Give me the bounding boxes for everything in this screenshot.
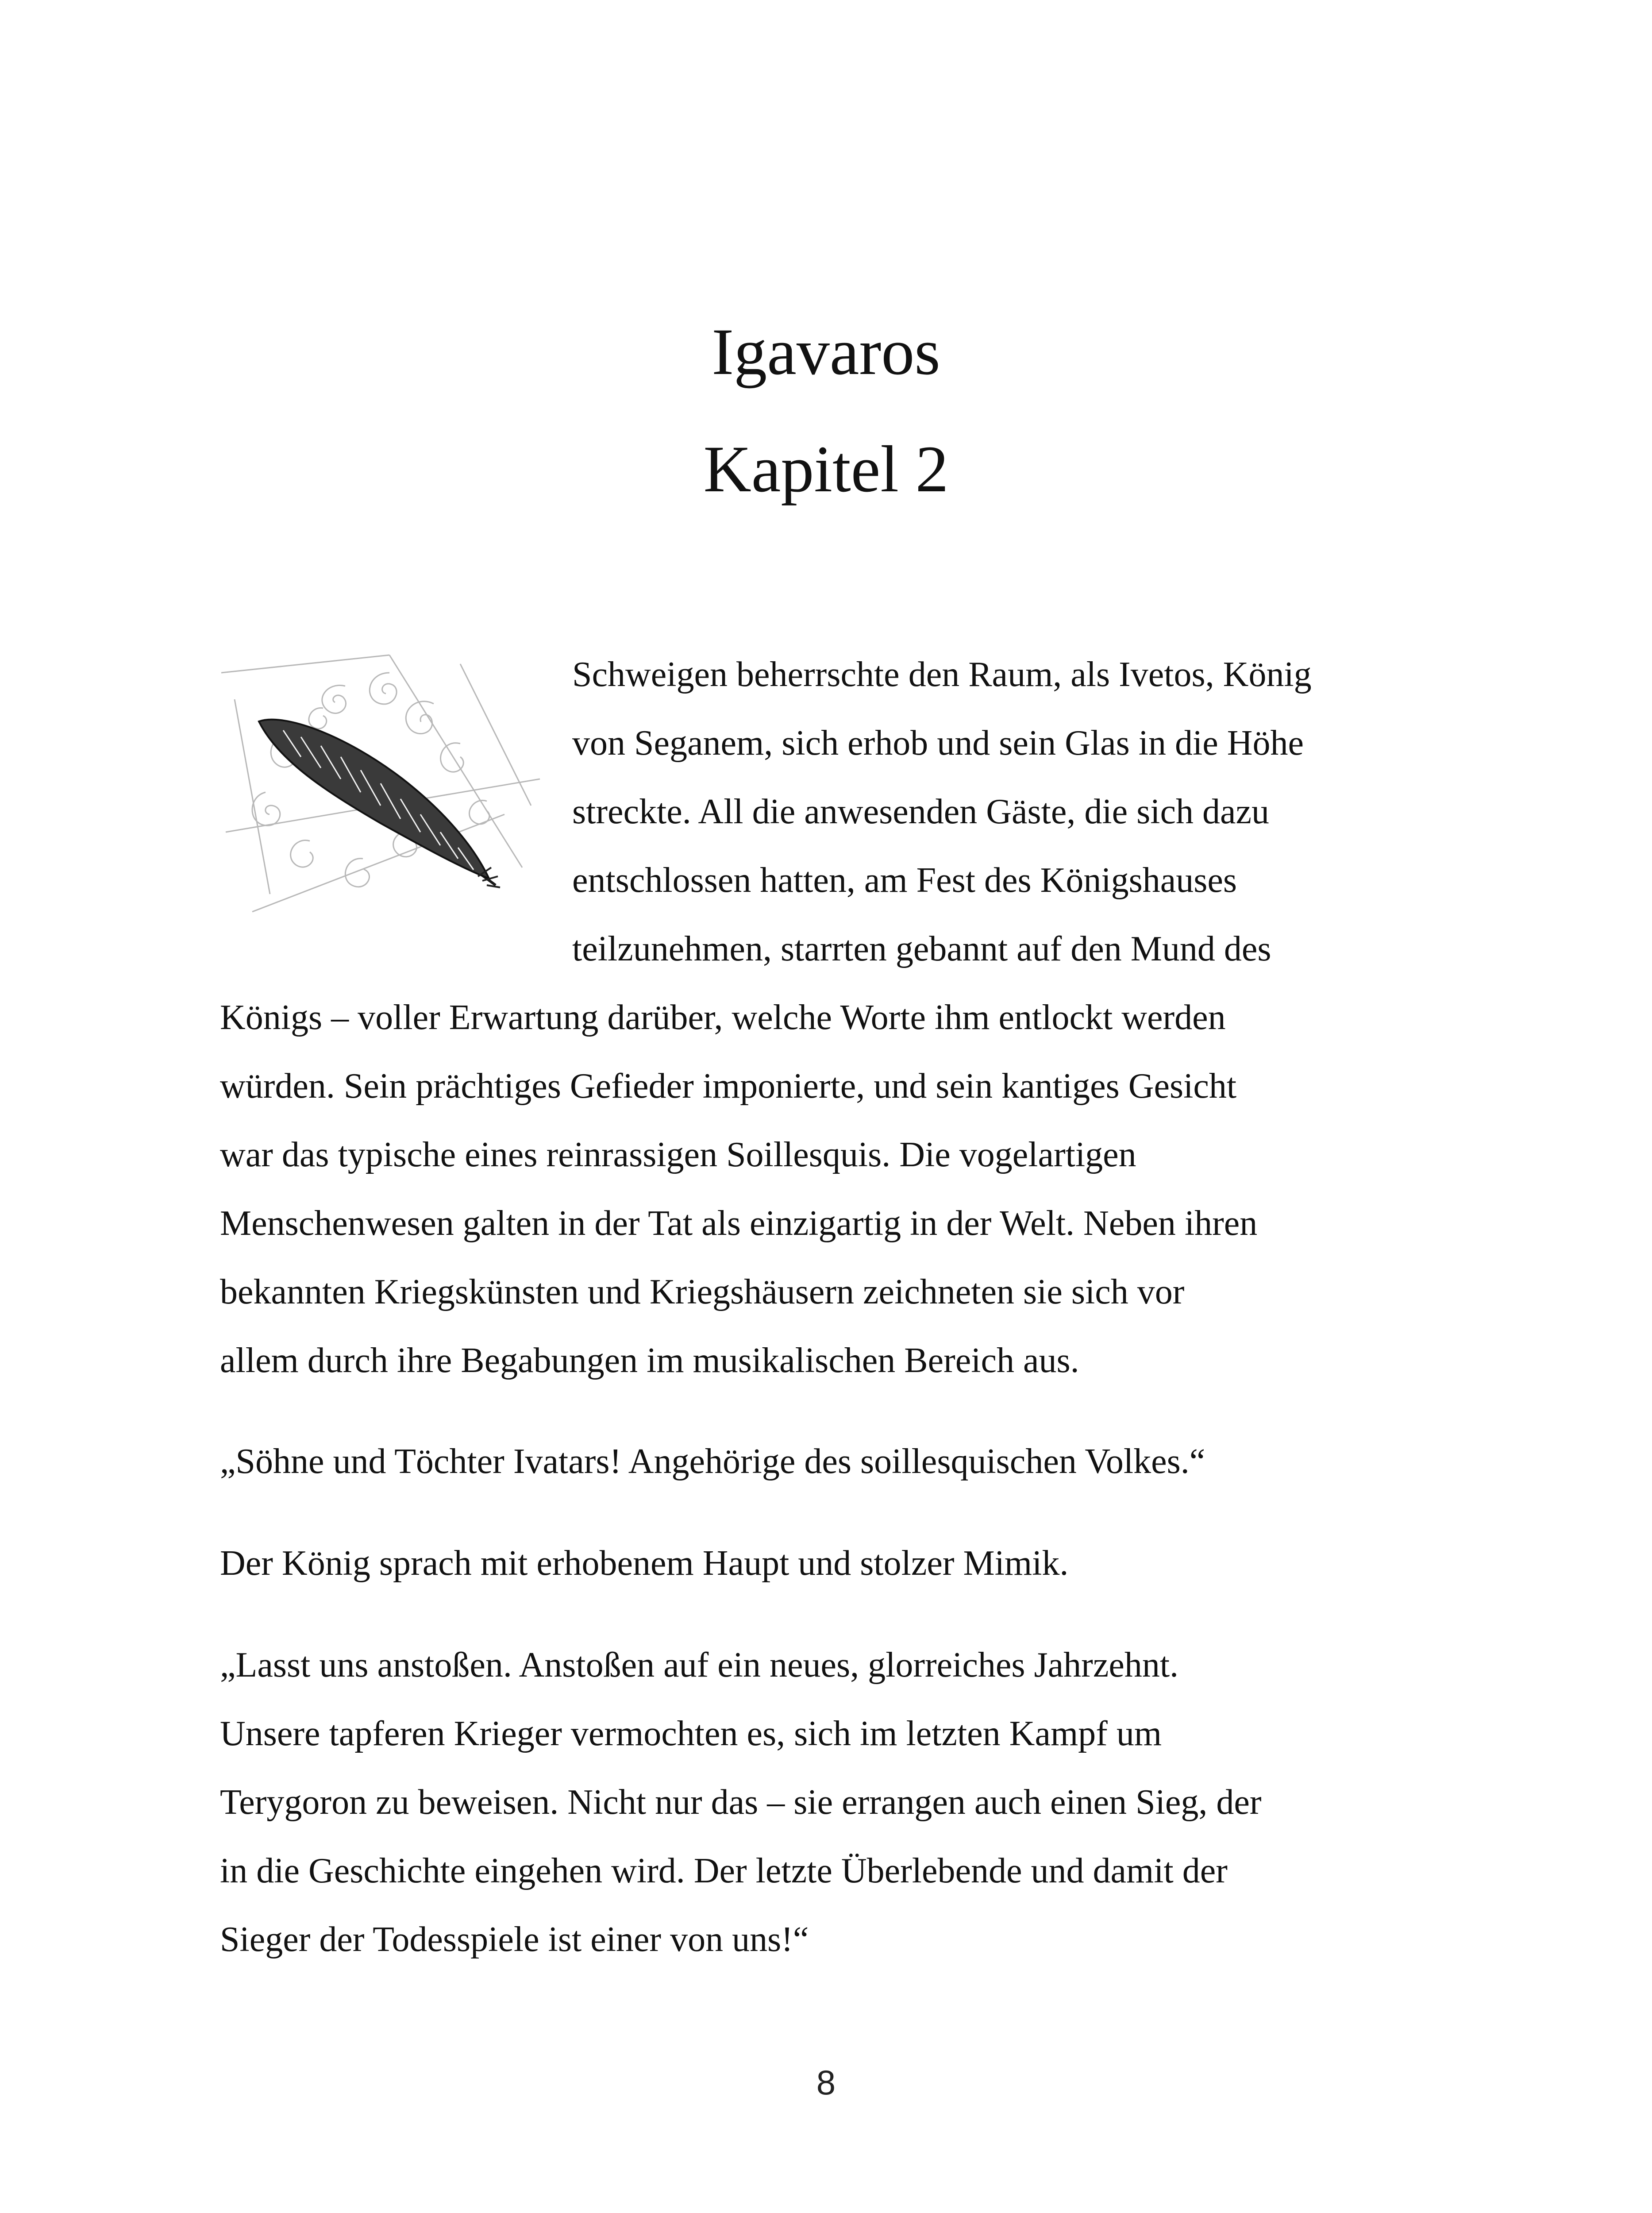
paragraph-line: war das typische eines reinrassigen Soillesquis. Die vogelartigen (220, 1135, 1136, 1174)
feather-with-swirls-icon (212, 646, 549, 921)
paragraph-line: Der König sprach mit erhobenem Haupt und stolzer Mimik. (220, 1544, 1069, 1583)
chapter-title: Igavaros (712, 315, 940, 389)
paragraph-line: bekannten Kriegskünsten und Kriegshäusern zeichneten sie sich vor (220, 1272, 1185, 1311)
page-number: 8 (816, 2063, 836, 2102)
paragraph-line: Unsere tapferen Krieger vermochten es, sich im letzten Kampf um (220, 1714, 1162, 1753)
paragraph-line: Schweigen beherrschte den Raum, als Ivetos, König (572, 655, 1312, 694)
paragraph-line: „Söhne und Töchter Ivatars! Angehörige des soillesquischen Volkes.“ (220, 1442, 1205, 1481)
paragraph-line: würden. Sein prächtiges Gefieder imponierte, und sein kantiges Gesicht (220, 1067, 1237, 1106)
paragraph-line: Menschenwesen galten in der Tat als einzigartig in der Welt. Neben ihren (220, 1204, 1258, 1243)
paragraph-line: von Seganem, sich erhob und sein Glas in die Höhe (572, 724, 1304, 763)
paragraph-line: in die Geschichte eingehen wird. Der letzte Überlebende und damit der (220, 1851, 1228, 1890)
paragraph-line: streckte. All die anwesenden Gäste, die sich dazu (572, 792, 1269, 831)
paragraph-line: teilzunehmen, starrten gebannt auf den Mund des (572, 929, 1271, 968)
paragraph-line: Sieger der Todesspiele ist einer von uns!“ (220, 1920, 809, 1959)
paragraph-line: Terygoron zu beweisen. Nicht nur das – sie errangen auch einen Sieg, der (220, 1783, 1262, 1822)
paragraph-line: Königs – voller Erwartung darüber, welche Worte ihm entlockt werden (220, 998, 1226, 1037)
chapter-subtitle: Kapitel 2 (703, 432, 949, 506)
paragraph-line: allem durch ihre Begabungen im musikalischen Bereich aus. (220, 1341, 1079, 1380)
paragraph-line: entschlossen hatten, am Fest des Königshauses (572, 861, 1237, 900)
paragraph-line: „Lasst uns anstoßen. Anstoßen auf ein neues, glorreiches Jahrzehnt. (220, 1646, 1179, 1685)
